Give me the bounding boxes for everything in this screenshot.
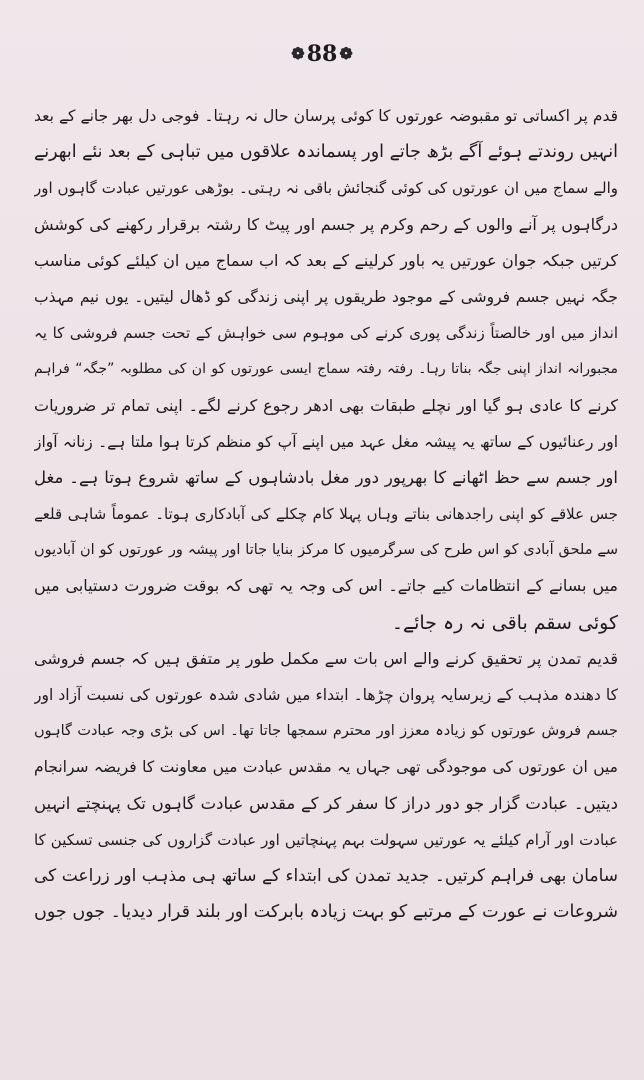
text-line: دیتیں۔ عبادت گزار جو دور دراز کا سفر کر کے مقدس عبادت گاہوں تک پہنچتے انہیں [34, 793, 618, 813]
text-line: درگاہوں پر آنے والوں کے رحم وکرم پر جسم اور پیٹ کا رشتہ برقرار رکھنے کی کوشش [34, 214, 618, 234]
text-line: اور جسم سے حظ اٹھانے کا بھرپور دور مغل بادشاہوں کے ساتھ شروع ہوتا ہے۔ مغل [34, 467, 618, 487]
text-line: انداز میں اور خالصتاً زندگی پوری کرنے کی موہوم سی خواہش کے تحت جسم فروشی کا یہ [34, 324, 618, 343]
text-line: قدیم تمدن پر تحقیق کرنے والے اس بات سے مکمل طور پر متفق ہیں کہ جسم فروشی [34, 648, 618, 668]
text-line: شروعات نے عورت کے مرتبے کو بہت زیادہ بابرکت اور بلند قرار دیدیا۔ جوں جوں [34, 902, 618, 923]
text-line: اور رعنائیوں کے ساتھ یہ پیشہ مغل عہد میں اپنے آپ کو منظم کرتا ہوا ملتا ہے۔ زنانہ آواز [34, 432, 618, 451]
ornament-right-icon: ❁ [339, 44, 353, 63]
text-line: سے ملحق آبادی کو اس طرح کی سرگرمیوں کا مرکز بنایا جاتا اور پیشہ ور عورتوں کو ان آبادیوں [34, 542, 618, 559]
text-line: کا دھندہ مذہب کے زیرسایہ پروان چڑھا۔ ابتداء میں شادی شدہ عورتوں کی نسبت آزاد اور [34, 686, 618, 704]
text-line: کرتیں جبکہ جوان عورتیں یہ باور کرلینے کے بعد کہ اب سماج میں ان کیلئے کوئی مناسب [34, 250, 618, 270]
text-line: سامان بھی فراہم کرتیں۔ جدید تمدن کی ابتداء کے ساتھ ہی مذہب اور زراعت کی [34, 865, 618, 886]
text-line: قدم پر اکساتی تو مقبوضہ عورتوں کا کوئی پرسان حال نہ رہتا۔ فوجی دل بھر جانے کے بعد [34, 107, 618, 125]
text-line: کوئی سقم باقی نہ رہ جائے۔ [391, 611, 618, 634]
page-number-header [0, 40, 644, 68]
text-line: انہیں روندتے ہوئے آگے بڑھ جاتے اور پسماندہ علاقوں میں تباہی کے بعد نئے ابھرنے [34, 142, 618, 163]
text-line: عبادت اور آرام کیلئے یہ عورتیں سہولت بہم پہنچاتیں اور عبادت گزاروں کی جنسی تسکین کا [34, 830, 618, 849]
body-text [34, 98, 618, 930]
text-line: جگہ نہیں جسم فروشی کے موجود طریقوں پر اپنی زندگی کو ڈھال لیتیں۔ یوں نیم مہذب [34, 287, 618, 306]
paragraph-1 [34, 98, 618, 641]
text-line: مجبورانہ انداز اپنی جگہ بناتا رہا۔ رفتہ رفتہ سماج ایسی عورتوں کو ان کی مطلوبہ ”جگہ“ فراہم [34, 361, 618, 378]
text-line: جسم فروش عورتوں کو زیادہ معزز اور محترم سمجھا جاتا تھا۔ اس کی بڑی وجہ عبادت گاہوں [34, 723, 618, 740]
paragraph-2 [34, 641, 618, 931]
text-line: کرنے کا عادی ہو گیا اور نچلے طبقات بھی ادھر رجوع کرنے لگے۔ اپنی تمام تر ضروریات [34, 395, 618, 415]
page-number: 88 [306, 41, 338, 67]
text-line: والے سماج میں ان عورتوں کی کوئی گنجائش باقی نہ رہتی۔ بوڑھی عورتیں عبادت گاہوں اور [34, 179, 618, 198]
ornament-left-icon: ❁ [291, 44, 305, 63]
text-line: میں بسانے کے انتظامات کیے جاتے۔ اس کی وجہ یہ تھی کہ بوقت ضرورت دستیابی میں [34, 576, 618, 596]
text-line: جس علاقے کو اپنی راجدھانی بناتے وہاں پہلا کام چکلے کی آبادکاری ہوتا۔ عموماً شاہی قلعے [34, 505, 618, 524]
text-line: میں ان عورتوں کی موجودگی تھی جہاں یہ مقدس عبادت میں معاونت کا فریضہ سرانجام [34, 758, 618, 777]
